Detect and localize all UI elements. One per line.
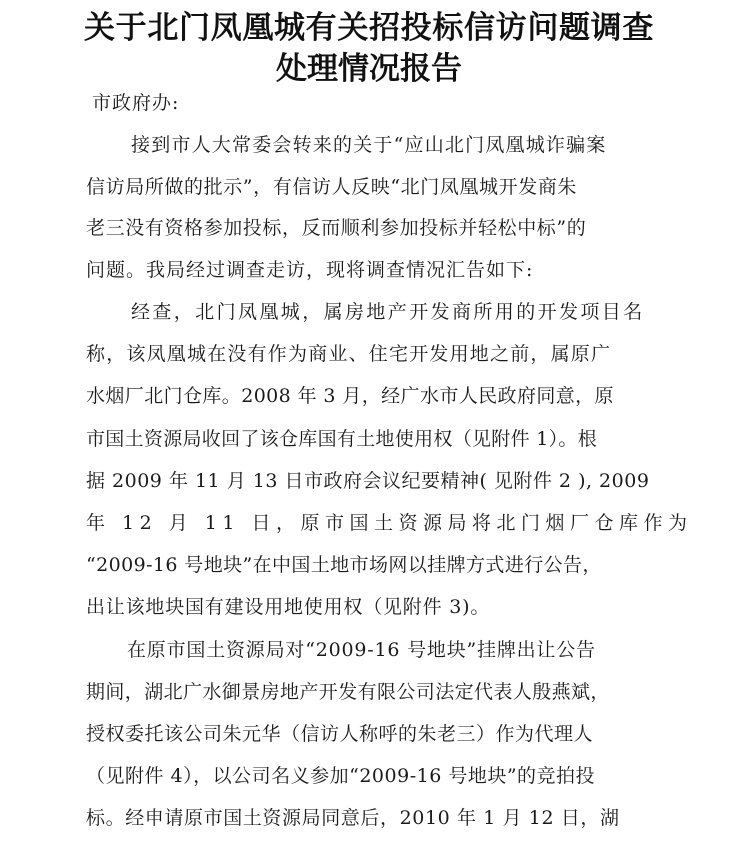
paragraph-3-line: 标。经申请原市国土资源局同意后，2010 年 1 月 12 日，湖 — [86, 807, 620, 829]
paragraph-2-line: 据 2009 年 11 月 13 日市政府会议纪要精神( 见附件 2 ), 2009 — [86, 470, 650, 492]
paragraph-2-line: 市国土资源局收回了该仓库国有土地使用权（见附件 1）。根 — [86, 428, 598, 450]
paragraph-2-line: 经查，北门凤凰城，属房地产开发商所用的开发项目名 — [131, 301, 645, 323]
paragraph-3-line: （见附件 4），以公司名义参加“2009-16 号地块”的竞拍投 — [86, 765, 596, 787]
paragraph-1-line: 问题。我局经过调查走访，现将调查情况汇告如下: — [86, 259, 534, 281]
paragraph-3-line: 在原市国土资源局对“2009-16 号地块”挂牌出让公告 — [127, 639, 596, 661]
paragraph-3-line: 期间，湖北广水御景房地产开发有限公司法定代表人殷燕斌， — [86, 681, 610, 703]
paragraph-2-line: “2009-16 号地块”在中国土地市场网以挂牌方式进行公告， — [86, 554, 602, 576]
salutation: 市政府办: — [92, 92, 180, 114]
paragraph-2-line: 年 12 月 11 日，原市国土资源局将北门烟厂仓库作为 — [86, 512, 693, 534]
paragraph-3-line: 授权委托该公司朱元华（信访人称呼的朱老三）作为代理人 — [86, 723, 594, 745]
document-title-line-2: 处理情况报告 — [276, 51, 462, 87]
paragraph-1-line: 接到市人大常委会转来的关于“应山北门凤凰城诈骗案 — [131, 134, 607, 156]
paragraph-1-line: 老三没有资格参加投标，反而顺利参加投标并轻松中标”的 — [86, 217, 587, 239]
paragraph-1-line: 信访局所做的批示”，有信访人反映“北门凤凰城开发商朱 — [86, 176, 578, 198]
paragraph-2-line: 出让该地块国有建设用地使用权（见附件 3)。 — [86, 596, 491, 618]
paragraph-2-line: 水烟厂北门仓库。2008 年 3 月，经广水市人民政府同意，原 — [86, 385, 614, 407]
document-title-line-1: 关于北门凤凰城有关招投标信访问题调查 — [84, 10, 654, 46]
paragraph-2-line: 称，该凤凰城在没有作为商业、住宅开发用地之前，属原广 — [86, 343, 612, 365]
